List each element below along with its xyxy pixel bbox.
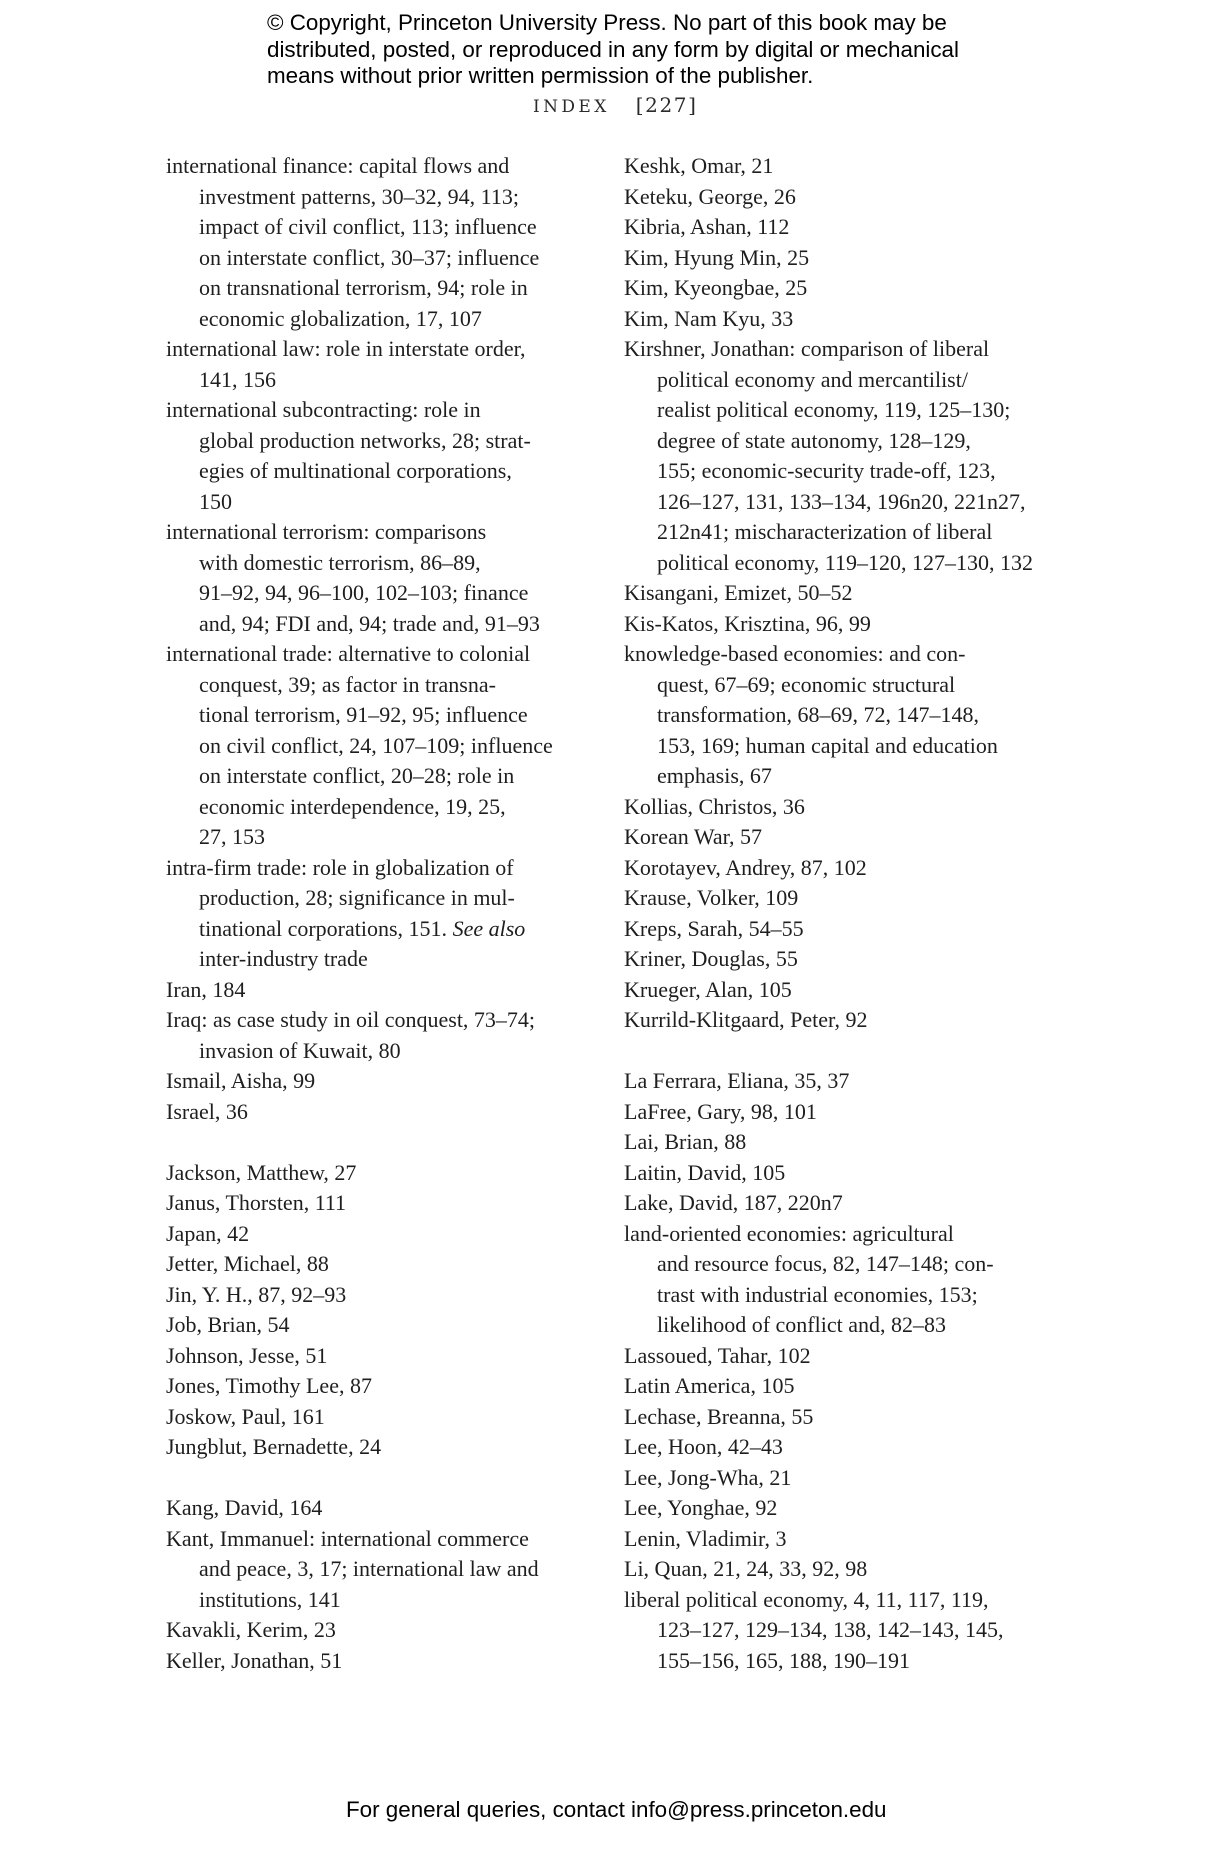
- entry-line: institutions, 141: [199, 1586, 341, 1612]
- entry-line: Lenin, Vladimir, 3: [624, 1525, 787, 1551]
- entry-line: Keller, Jonathan, 51: [166, 1647, 343, 1673]
- entry-line: 123–127, 129–134, 138, 142–143, 145,: [657, 1617, 1004, 1642]
- entry-line: conquest, 39; as factor in transna-: [199, 671, 496, 697]
- index-entry: [624, 1097, 1074, 1128]
- entry-line: Laitin, David, 105: [624, 1159, 786, 1185]
- entry-line: and resource focus, 82, 147–148; con-: [657, 1251, 994, 1276]
- entry-line: economic interdependence, 19, 25,: [199, 793, 506, 819]
- index-entry: [166, 1646, 586, 1677]
- entry-line: Lee, Jong-Wha, 21: [624, 1464, 792, 1490]
- copyright-line: means without prior written permission of the publisher.: [267, 63, 814, 88]
- entry-line: Lai, Brian, 88: [624, 1129, 747, 1154]
- index-entry: [624, 1127, 1074, 1158]
- entry-line: land-oriented economies: agricultural: [624, 1220, 954, 1246]
- entry-line: international finance: capital flows and: [166, 153, 510, 178]
- entry-line: Jetter, Michael, 88: [166, 1251, 329, 1276]
- entry-line: Latin America, 105: [624, 1373, 795, 1398]
- see-also-reference: See also: [452, 915, 526, 941]
- entry-line: La Ferrara, Eliana, 35, 37: [624, 1068, 850, 1093]
- index-entry: [166, 1280, 586, 1311]
- index-entry: [624, 1493, 1074, 1524]
- entry-line: with domestic terrorism, 86–89,: [199, 549, 481, 575]
- entry-line: on civil conflict, 24, 107–109; influence: [199, 732, 553, 758]
- index-entry: [166, 1005, 586, 1066]
- entry-line: Kant, Immanuel: international commerce: [166, 1525, 529, 1551]
- entry-line: 155–156, 165, 188, 190–191: [657, 1647, 910, 1673]
- index-entry: [624, 212, 1074, 243]
- index-entry: [166, 975, 586, 1006]
- entry-line: knowledge-based economies: and con-: [624, 641, 966, 666]
- index-entry: [624, 334, 1074, 578]
- entry-line: Keshk, Omar, 21: [624, 153, 774, 178]
- entry-line: invasion of Kuwait, 80: [199, 1037, 401, 1063]
- index-entry: [166, 395, 586, 517]
- entry-line: 91–92, 94, 96–100, 102–103; finance: [199, 580, 529, 605]
- entry-line: Kibria, Ashan, 112: [624, 214, 790, 239]
- entry-line: Keteku, George, 26: [624, 183, 796, 209]
- entry-line: international trade: alternative to colonial: [166, 641, 531, 666]
- index-entry: [166, 1097, 586, 1128]
- index-entry: [166, 639, 586, 853]
- entry-line: Kisangani, Emizet, 50–52: [624, 580, 853, 605]
- entry-line: Kavakli, Kerim, 23: [166, 1617, 336, 1642]
- index-entry: [624, 1432, 1074, 1463]
- index-entry: [166, 1402, 586, 1433]
- index-entry: [166, 1310, 586, 1341]
- entry-line: investment patterns, 30–32, 94, 113;: [199, 183, 519, 209]
- entry-line: Lassoued, Tahar, 102: [624, 1342, 811, 1368]
- entry-line: and, 94; FDI and, 94; trade and, 91–93: [199, 610, 540, 636]
- entry-line: Jin, Y. H., 87, 92–93: [166, 1281, 347, 1307]
- entry-line: Israel, 36: [166, 1098, 248, 1124]
- index-entry: [624, 792, 1074, 823]
- entry-line: on interstate conflict, 30–37; influence: [199, 244, 540, 270]
- entry-line: Kim, Hyung Min, 25: [624, 244, 810, 270]
- index-entry: [624, 914, 1074, 945]
- entry-line: Li, Quan, 21, 24, 33, 92, 98: [624, 1556, 868, 1581]
- index-entry: [624, 944, 1074, 975]
- entry-line: [166, 914, 586, 945]
- entry-line: production, 28; significance in mul-: [199, 885, 515, 910]
- index-entry: [624, 182, 1074, 213]
- entry-line: Kollias, Christos, 36: [624, 793, 805, 819]
- entry-line: emphasis, 67: [657, 763, 772, 788]
- letter-group-gap: [166, 1127, 586, 1158]
- index-entry: [166, 1341, 586, 1372]
- index-entry: [624, 304, 1074, 335]
- running-head: [533, 93, 698, 117]
- index-entry: [166, 853, 586, 975]
- index-entry: [166, 1249, 586, 1280]
- index-entry: [166, 1371, 586, 1402]
- letter-group-gap: [624, 1036, 1074, 1067]
- entry-line: impact of civil conflict, 113; influence: [199, 214, 537, 239]
- entry-line: political economy and mercantilist/: [657, 366, 968, 392]
- section-title: INDEX: [533, 97, 610, 117]
- index-entry: [624, 1005, 1074, 1036]
- entry-line: LaFree, Gary, 98, 101: [624, 1098, 817, 1124]
- entry-line: Korotayev, Andrey, 87, 102: [624, 854, 867, 880]
- entry-line: Kis-Katos, Krisztina, 96, 99: [624, 610, 871, 636]
- index-entry: [624, 609, 1074, 640]
- entry-line: global production networks, 28; strat-: [199, 427, 531, 453]
- index-entry: [624, 975, 1074, 1006]
- entry-line: Kim, Kyeongbae, 25: [624, 275, 808, 300]
- entry-line: Jones, Timothy Lee, 87: [166, 1373, 372, 1398]
- index-entry: [166, 334, 586, 395]
- entry-line: Krueger, Alan, 105: [624, 976, 792, 1002]
- index-entry: [624, 822, 1074, 853]
- entry-line: Kim, Nam Kyu, 33: [624, 305, 794, 331]
- copyright-line: © Copyright, Princeton University Press. No part of this book may be: [267, 10, 947, 35]
- entry-line: on transnational terrorism, 94; role in: [199, 275, 528, 300]
- index-entry: [166, 517, 586, 639]
- entry-line: Krause, Volker, 109: [624, 885, 799, 910]
- index-entry: [166, 1219, 586, 1250]
- entry-line: Lee, Yonghae, 92: [624, 1495, 778, 1520]
- index-entry: [624, 1402, 1074, 1433]
- entry-line: realist political economy, 119, 125–130;: [657, 397, 1011, 422]
- entry-line: 27, 153: [199, 824, 265, 849]
- index-entry: [624, 1524, 1074, 1555]
- entry-line: Ismail, Aisha, 99: [166, 1068, 316, 1093]
- index-column-left: [166, 151, 586, 1676]
- entry-line: trast with industrial economies, 153;: [657, 1281, 978, 1307]
- index-entry: [624, 1066, 1074, 1097]
- entry-line: Jackson, Matthew, 27: [166, 1159, 357, 1185]
- entry-line: and peace, 3, 17; international law and: [199, 1556, 539, 1581]
- index-entry: [624, 1585, 1074, 1677]
- index-entry: [624, 273, 1074, 304]
- letter-group-gap: [166, 1463, 586, 1494]
- index-entry: [624, 883, 1074, 914]
- copyright-notice: [267, 10, 1167, 90]
- entry-line: economic globalization, 17, 107: [199, 305, 482, 331]
- entry-line: Kriner, Douglas, 55: [624, 946, 798, 971]
- entry-line: tional terrorism, 91–92, 95; influence: [199, 702, 528, 727]
- entry-line: egies of multinational corporations,: [199, 458, 512, 483]
- entry-line: intra-firm trade: role in globalization of: [166, 854, 514, 880]
- index-entry: [166, 1188, 586, 1219]
- entry-line: likelihood of conflict and, 82–83: [657, 1312, 946, 1337]
- entry-line: Johnson, Jesse, 51: [166, 1342, 328, 1368]
- entry-line: Lake, David, 187, 220n7: [624, 1190, 843, 1215]
- entry-line: Janus, Thorsten, 111: [166, 1190, 347, 1215]
- index-entry: [624, 1341, 1074, 1372]
- entry-line: Iraq: as case study in oil conquest, 73–74;: [166, 1007, 536, 1032]
- entry-line: Kang, David, 164: [166, 1495, 323, 1520]
- entry-line: 141, 156: [199, 366, 276, 392]
- entry-line: Jungblut, Bernadette, 24: [166, 1434, 382, 1459]
- index-entry: [166, 1158, 586, 1189]
- entry-line: international terrorism: comparisons: [166, 519, 487, 544]
- entry-line: Lechase, Breanna, 55: [624, 1403, 814, 1429]
- entry-line: Iran, 184: [166, 976, 246, 1002]
- index-entry: [624, 1158, 1074, 1189]
- index-entry: [166, 1524, 586, 1616]
- entry-line: Korean War, 57: [624, 824, 763, 849]
- index-entry: [166, 151, 586, 334]
- page-number: [227]: [635, 93, 698, 117]
- entry-line: political economy, 119–120, 127–130, 132: [657, 549, 1033, 575]
- entry-line: 150: [199, 488, 232, 514]
- index-entry: [624, 151, 1074, 182]
- entry-line: Kirshner, Jonathan: comparison of liberal: [624, 336, 990, 361]
- entry-line: Kreps, Sarah, 54–55: [624, 915, 804, 941]
- entry-line: 155; economic-security trade-off, 123,: [657, 458, 996, 483]
- index-column-right: [624, 151, 1074, 1676]
- entry-line: 126–127, 131, 133–134, 196n20, 221n27,: [657, 488, 1026, 514]
- entry-line: on interstate conflict, 20–28; role in: [199, 763, 515, 788]
- index-entry: [624, 1371, 1074, 1402]
- index-entry: [624, 578, 1074, 609]
- entry-line: degree of state autonomy, 128–129,: [657, 427, 971, 453]
- entry-line: inter-industry trade: [199, 946, 368, 971]
- entry-text: tinational corporations, 151.: [199, 915, 448, 941]
- index-entry: [624, 1554, 1074, 1585]
- footer-contact: For general queries, contact info@press.princeton.edu: [346, 1797, 887, 1822]
- index-entry: [624, 853, 1074, 884]
- entry-line: quest, 67–69; economic structural: [657, 671, 956, 697]
- entry-line: Kurrild-Klitgaard, Peter, 92: [624, 1007, 868, 1032]
- index-entry: [624, 1463, 1074, 1494]
- index-entry: [166, 1493, 586, 1524]
- entry-line: Japan, 42: [166, 1220, 250, 1246]
- index-entry: [624, 1188, 1074, 1219]
- entry-line: Joskow, Paul, 161: [166, 1403, 325, 1429]
- entry-line: 212n41; mischaracterization of liberal: [657, 519, 993, 544]
- entry-line: liberal political economy, 4, 11, 117, 119,: [624, 1586, 989, 1612]
- entry-line: international subcontracting: role in: [166, 397, 481, 422]
- index-entry: [166, 1615, 586, 1646]
- entry-line: Lee, Hoon, 42–43: [624, 1434, 783, 1459]
- copyright-line: distributed, posted, or reproduced in any form by digital or mechanical: [267, 36, 959, 62]
- index-entry: [624, 1219, 1074, 1341]
- index-entry: [624, 639, 1074, 792]
- index-entry: [166, 1432, 586, 1463]
- index-entry: [624, 243, 1074, 274]
- entry-line: 153, 169; human capital and education: [657, 732, 998, 758]
- entry-line: international law: role in interstate order,: [166, 336, 526, 361]
- entry-line: transformation, 68–69, 72, 147–148,: [657, 702, 980, 727]
- index-entry: [166, 1066, 586, 1097]
- entry-line: Job, Brian, 54: [166, 1312, 290, 1337]
